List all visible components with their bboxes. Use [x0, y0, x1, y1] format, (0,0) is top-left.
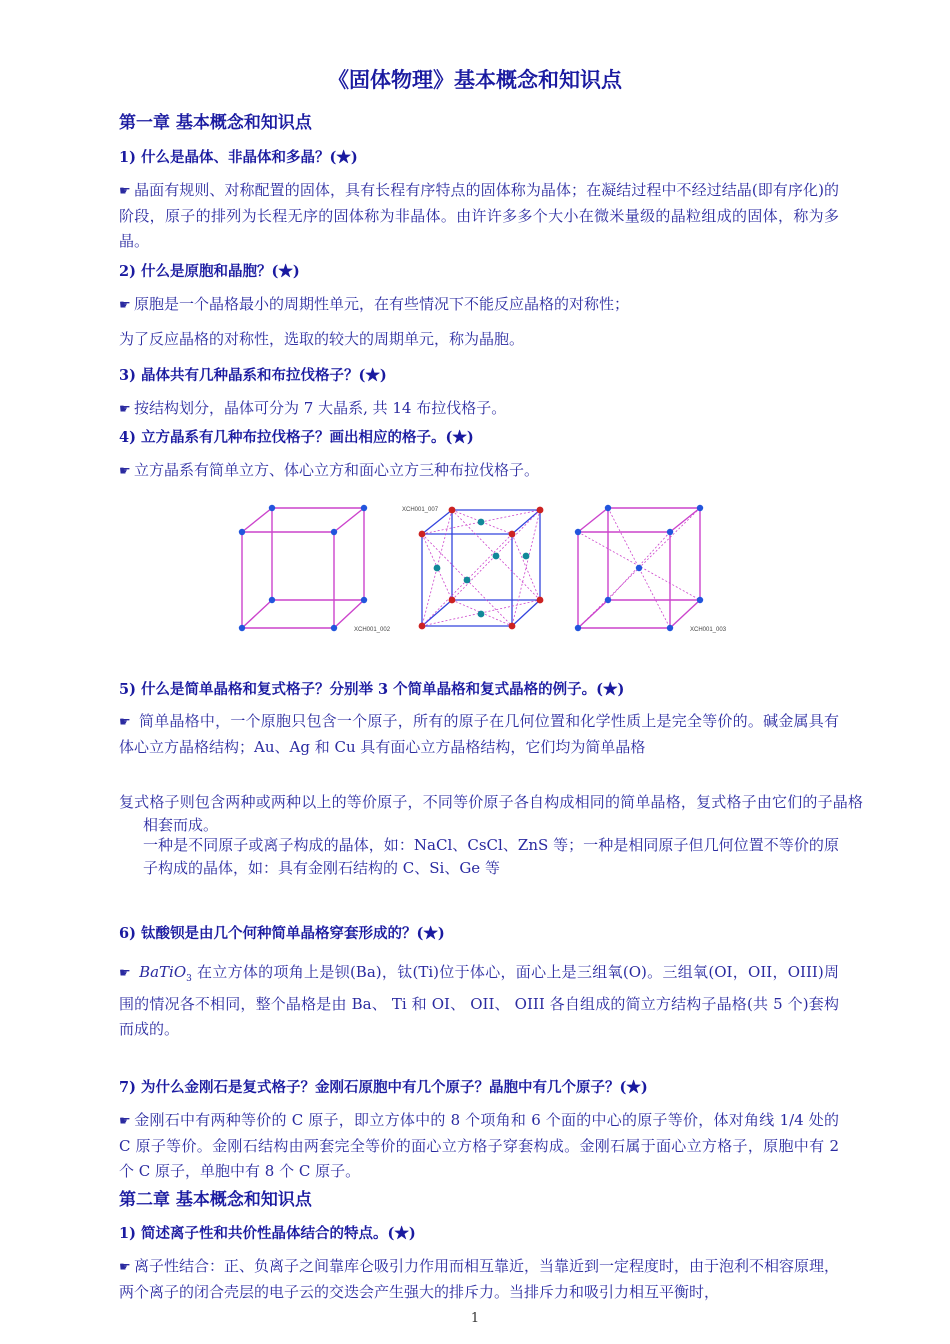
answer-1-2b: 为了反应晶格的对称性，选取的较大的周期单元，称为晶胞。: [119, 330, 525, 348]
page-title: 《固体物理》基本概念和知识点: [328, 67, 622, 92]
question-1-2: 2) 什么是原胞和晶胞？(★): [119, 263, 300, 280]
chapter-1-heading: 第一章 基本概念和知识点: [119, 113, 312, 133]
question-2-1: 1) 简述离子性和共价性晶体结合的特点。(★): [119, 1225, 416, 1242]
face-centered-cubic-lattice-figure: [400, 504, 552, 636]
simple-cubic-lattice-figure: [232, 500, 391, 638]
question-1-1: 1) 什么是晶体、非晶体和多晶？(★): [119, 149, 358, 166]
body-centered-cubic-lattice-figure: [570, 500, 732, 638]
pointing-hand-icon: ☛: [119, 464, 131, 479]
question-1-4: 4) 立方晶系有几种布拉伐格子？画出相应的格子。(★): [119, 429, 474, 446]
batio3-formula: BaTiO$_3$: [139, 963, 192, 984]
page-number: 1: [470, 1311, 480, 1326]
answer-1-3: ☛ 按结构划分，晶体可分为 7 大晶系, 共 14 布拉伐格子。: [119, 396, 839, 422]
question-1-3: 3) 晶体共有几种晶系和布拉伐格子？(★): [119, 367, 387, 384]
answer-1-5b: 复式格子则包含两种或两种以上的等价原子，不同等价原子各自构成相同的简单晶格，复式格子由它们的子晶格相套而成。: [119, 793, 863, 834]
pointing-hand-icon: ☛: [119, 966, 131, 981]
question-1-5: 5) 什么是简单晶格和复式格子？分别举 3 个简单晶格和复式晶格的例子。(★): [119, 681, 625, 698]
answer-1-2a: ☛ 原胞是一个晶格最小的周期性单元，在有些情况下不能反应晶格的对称性；: [119, 292, 839, 318]
chapter-2-heading: 第二章 基本概念和知识点: [119, 1190, 312, 1210]
figure-label-2: XCH001_007: [402, 507, 439, 513]
answer-1-5c: 一种是不同原子或离子构成的晶体，如：NaCl、CsCl、ZnS 等；一种是相同原子但几何位置不等价的原子构成的晶体，如：具有金刚石结构的 C、Si、Ge 等: [143, 836, 839, 877]
pointing-hand-icon: ☛: [119, 1114, 131, 1129]
pointing-hand-icon: ☛: [119, 715, 131, 730]
question-1-6: 6) 钛酸钡是由几个何种简单晶格穿套形成的？(★): [119, 925, 445, 942]
figure-label-1: XCH001_002: [354, 627, 391, 633]
answer-2-1: ☛ 离子性结合：正、负离子之间靠库仑吸引力作用而相互靠近，当靠近到一定程度时，由于泡利不相容原理，两个离子的闭合壳层的电子云的交迭会产生强大的排斥力。当排斥力和吸引力相互平衡时，: [119, 1257, 840, 1301]
answer-1-1: ☛ 晶面有规则、对称配置的固体，具有长程有序特点的固体称为晶体；在凝结过程中不经过结晶(即有序化)的阶段，原子的排列为长程无序的固体称为非晶体。由许许多多个大小在微米量级的晶粒组成的固体，称为多晶。: [119, 181, 839, 250]
answer-1-4: ☛ 立方晶系有简单立方、体心立方和面心立方三种布拉伐格子。: [119, 458, 839, 484]
pointing-hand-icon: ☛: [119, 298, 131, 313]
answer-1-6: ☛ BaTiO$_3$ 在立方体的项角上是钡(Ba)，钛(Ti)位于体心，面心上是三组氧(O)。三组氧(OI，OII，OIII)周围的情况各不相同，整个晶格是由 Ba、 Ti 和 OI、 OII、 OIII 各自组成的简立方结构子晶格(共 5 个)套构而成的。: [119, 963, 839, 1038]
question-1-7: 7) 为什么金刚石是复式格子？金刚石原胞中有几个原子？晶胞中有几个原子？(★): [119, 1079, 648, 1096]
pointing-hand-icon: ☛: [119, 1260, 131, 1275]
pointing-hand-icon: ☛: [119, 184, 131, 199]
pointing-hand-icon: ☛: [119, 402, 131, 417]
answer-1-7: ☛ 金刚石中有两种等价的 C 原子，即立方体中的 8 个项角和 6 个面的中心的原子等价，体对角线 1/4 处的 C 原子等价。金刚石结构由两套完全等价的面心立方格子穿套构成。金刚石属于面心立方格子，原胞中有 2 个 C 原子，单胞中有 8 个 C 原子。: [119, 1111, 839, 1180]
figure-label-3: XCH001_003: [690, 627, 727, 633]
answer-1-5a: ☛ 简单晶格中，一个原胞只包含一个原子，所有的原子在几何位置和化学性质上是完全等价的。碱金属具有体心立方晶格结构；Au、Ag 和 Cu 具有面心立方晶格结构，它们均为简单晶格: [119, 712, 839, 756]
